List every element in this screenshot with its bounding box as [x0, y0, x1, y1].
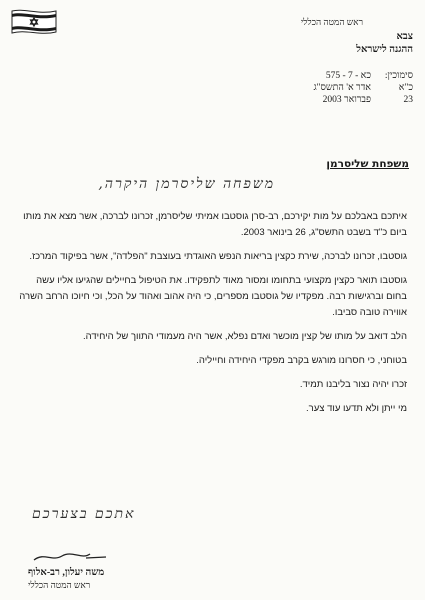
paragraph: הלב דואב על מותו של קצין מוכשר ואדם נפלא, אשר היה מעמודי התווך של היחידה. — [83, 331, 407, 342]
reference-block — [313, 70, 413, 106]
letterhead — [300, 17, 413, 56]
handwritten-greeting: משפחה שליסרמן היקרה, — [98, 176, 275, 192]
reference-value: כא - 7 - 575 — [325, 71, 371, 81]
handwritten-closing: אתכם בצערכם — [32, 506, 136, 522]
hebrew-date-value: אדר א' התשס"ג — [313, 83, 371, 93]
israel-flag-icon — [10, 8, 58, 36]
letterhead-idf: ההגנה לישראל — [356, 44, 413, 55]
letterhead-office: ראש המטה הכללי — [300, 17, 363, 27]
reference-row — [313, 70, 413, 82]
reference-label: סימוכין: — [384, 71, 413, 81]
signer-name: משה יעלון, רב-אלוף — [28, 567, 105, 578]
hebrew-date-day: כ"א — [398, 83, 413, 93]
signer-title: ראש המטה הכללי — [28, 580, 91, 590]
letter-body — [17, 209, 407, 425]
signature-mark — [30, 548, 110, 566]
gregorian-date-value: פברואר 2003 — [322, 95, 371, 105]
paragraph: בטוחני, כי חסרונו מורגש בקרב מפקדי היחידה וחייליה. — [196, 355, 407, 366]
recipient-line: משפחת שליסרמן — [326, 158, 409, 170]
paragraph: איתכם באבלכם על מות יקירכם, רב-סרן גוסטבו אמיתי שליסרמן, זכרונו לברכה, אשר מצא את מותו ביום כ"ד בשבט התשס"ג, 26 בינואר 2003. — [23, 211, 407, 238]
paragraph: זכרו יהיה נצור בליבנו תמיד. — [299, 379, 407, 390]
gregorian-date-row — [313, 94, 413, 106]
paragraph: גוסטבו תואר כקצין מקצועי בתחומו ומסור מאוד לתפקידו. את הטיפול בחיילים שהגיעו אליו עשה בחום וברגישות רבה. מפקדיו של גוסטבו מספרים, כי היה אהוב ואהוד על הכל, וכי חיוכו הרחב השרה אווירה טובה סביבו. — [19, 275, 407, 318]
paragraph: גוסטבו, זכרונו לברכה, שירת כקצין בריאות הנפש האוגדתי בעוצבת "הפלדה", אשר בפיקוד המרכז. — [29, 251, 407, 262]
letterhead-army: צבא — [396, 31, 413, 42]
hebrew-date-row — [313, 82, 413, 94]
paragraph: מי ייתן ולא תדעו עוד צער. — [306, 403, 407, 414]
gregorian-date-day: 23 — [403, 95, 413, 105]
signature-block — [28, 566, 104, 591]
